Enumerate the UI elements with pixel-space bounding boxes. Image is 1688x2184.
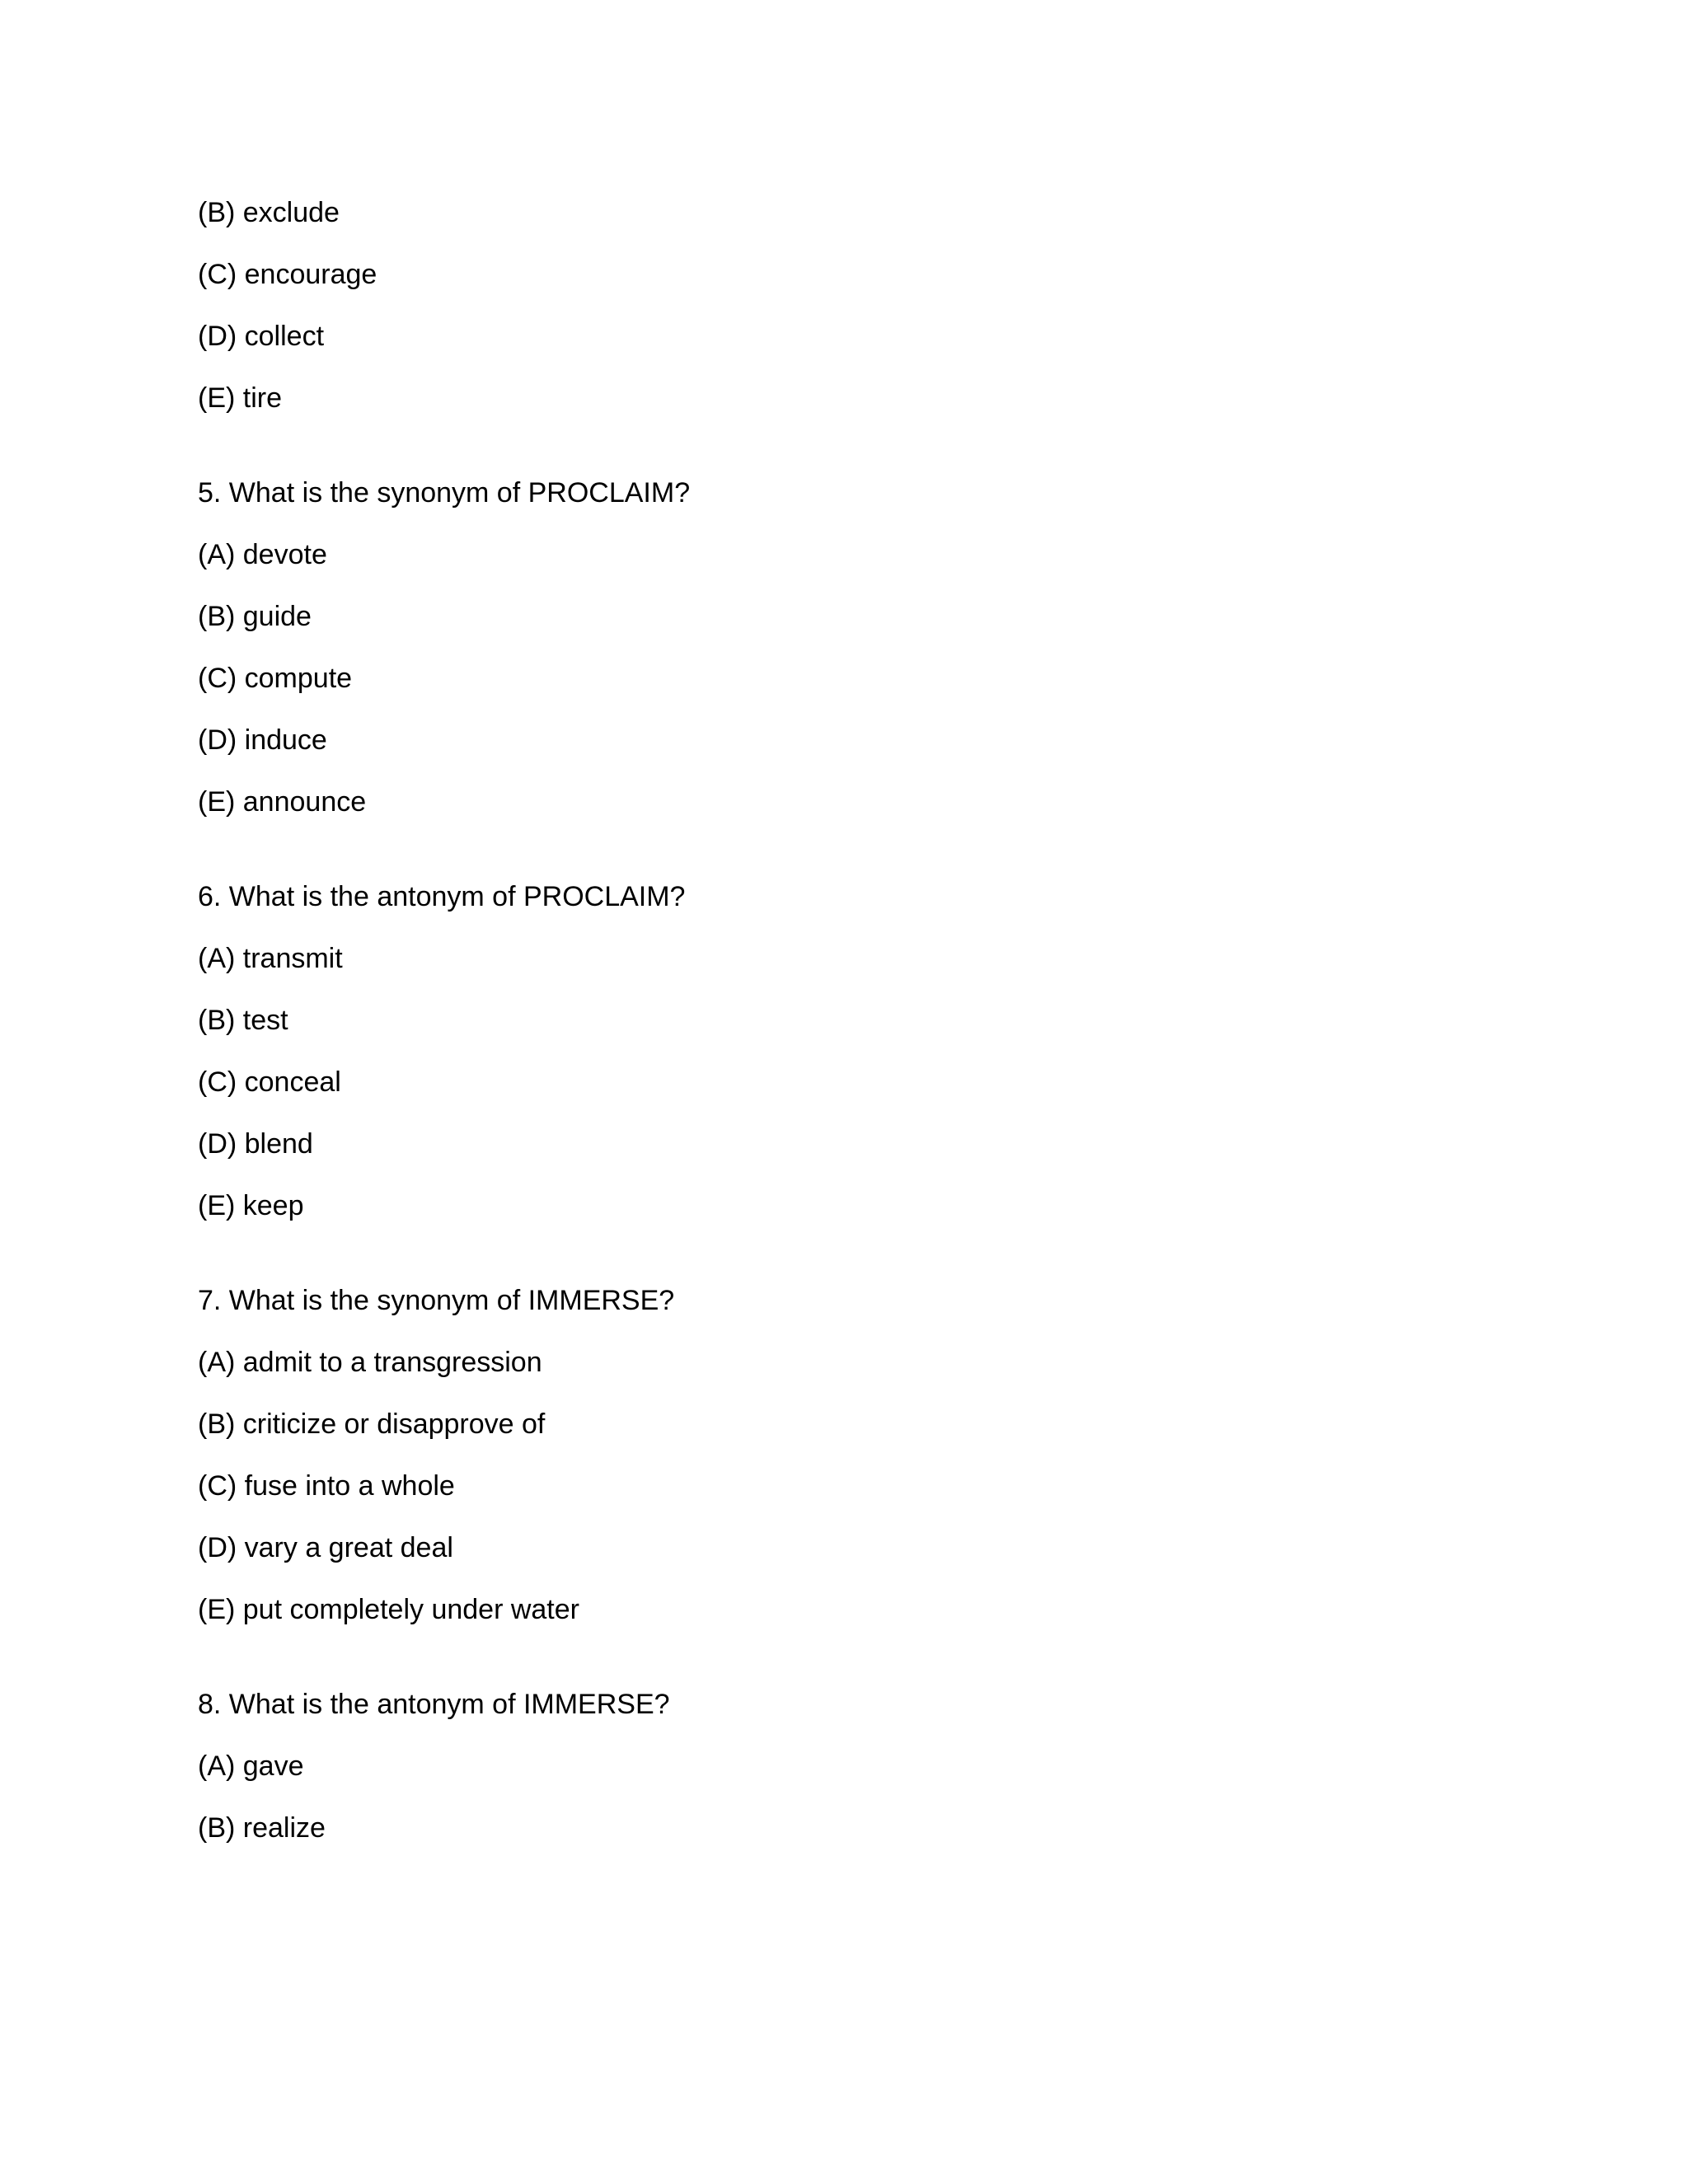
option: (E) announce bbox=[198, 786, 367, 818]
option: (B) realize bbox=[198, 1812, 326, 1844]
option: (A) admit to a transgression bbox=[198, 1347, 542, 1378]
option: (C) fuse into a whole bbox=[198, 1470, 455, 1502]
option: (D) blend bbox=[198, 1128, 313, 1160]
continued-options bbox=[198, 196, 1484, 415]
option: (C) compute bbox=[198, 663, 353, 694]
option: (B) exclude bbox=[198, 197, 340, 228]
option: (B) guide bbox=[198, 601, 312, 632]
question-prompt: 5. What is the synonym of PROCLAIM? bbox=[198, 477, 691, 509]
question-5 bbox=[198, 476, 1484, 818]
option: (A) devote bbox=[198, 539, 327, 570]
question-prompt: 8. What is the antonym of IMMERSE? bbox=[198, 1689, 670, 1720]
option: (A) gave bbox=[198, 1750, 304, 1782]
question-7 bbox=[198, 1284, 1484, 1626]
option: (B) criticize or disapprove of bbox=[198, 1408, 546, 1440]
option: (A) transmit bbox=[198, 943, 343, 974]
option: (D) induce bbox=[198, 724, 327, 756]
question-prompt: 7. What is the synonym of IMMERSE? bbox=[198, 1285, 675, 1316]
option: (E) keep bbox=[198, 1190, 304, 1221]
question-prompt: 6. What is the antonym of PROCLAIM? bbox=[198, 881, 686, 912]
option: (D) vary a great deal bbox=[198, 1532, 453, 1563]
option: (E) put completely under water bbox=[198, 1594, 579, 1625]
option: (D) collect bbox=[198, 321, 325, 352]
question-6 bbox=[198, 880, 1484, 1222]
document-page bbox=[198, 196, 1484, 1873]
option: (B) test bbox=[198, 1005, 288, 1036]
question-8 bbox=[198, 1688, 1484, 1844]
option: (C) conceal bbox=[198, 1066, 341, 1098]
option: (E) tire bbox=[198, 382, 282, 414]
option: (C) encourage bbox=[198, 259, 377, 290]
